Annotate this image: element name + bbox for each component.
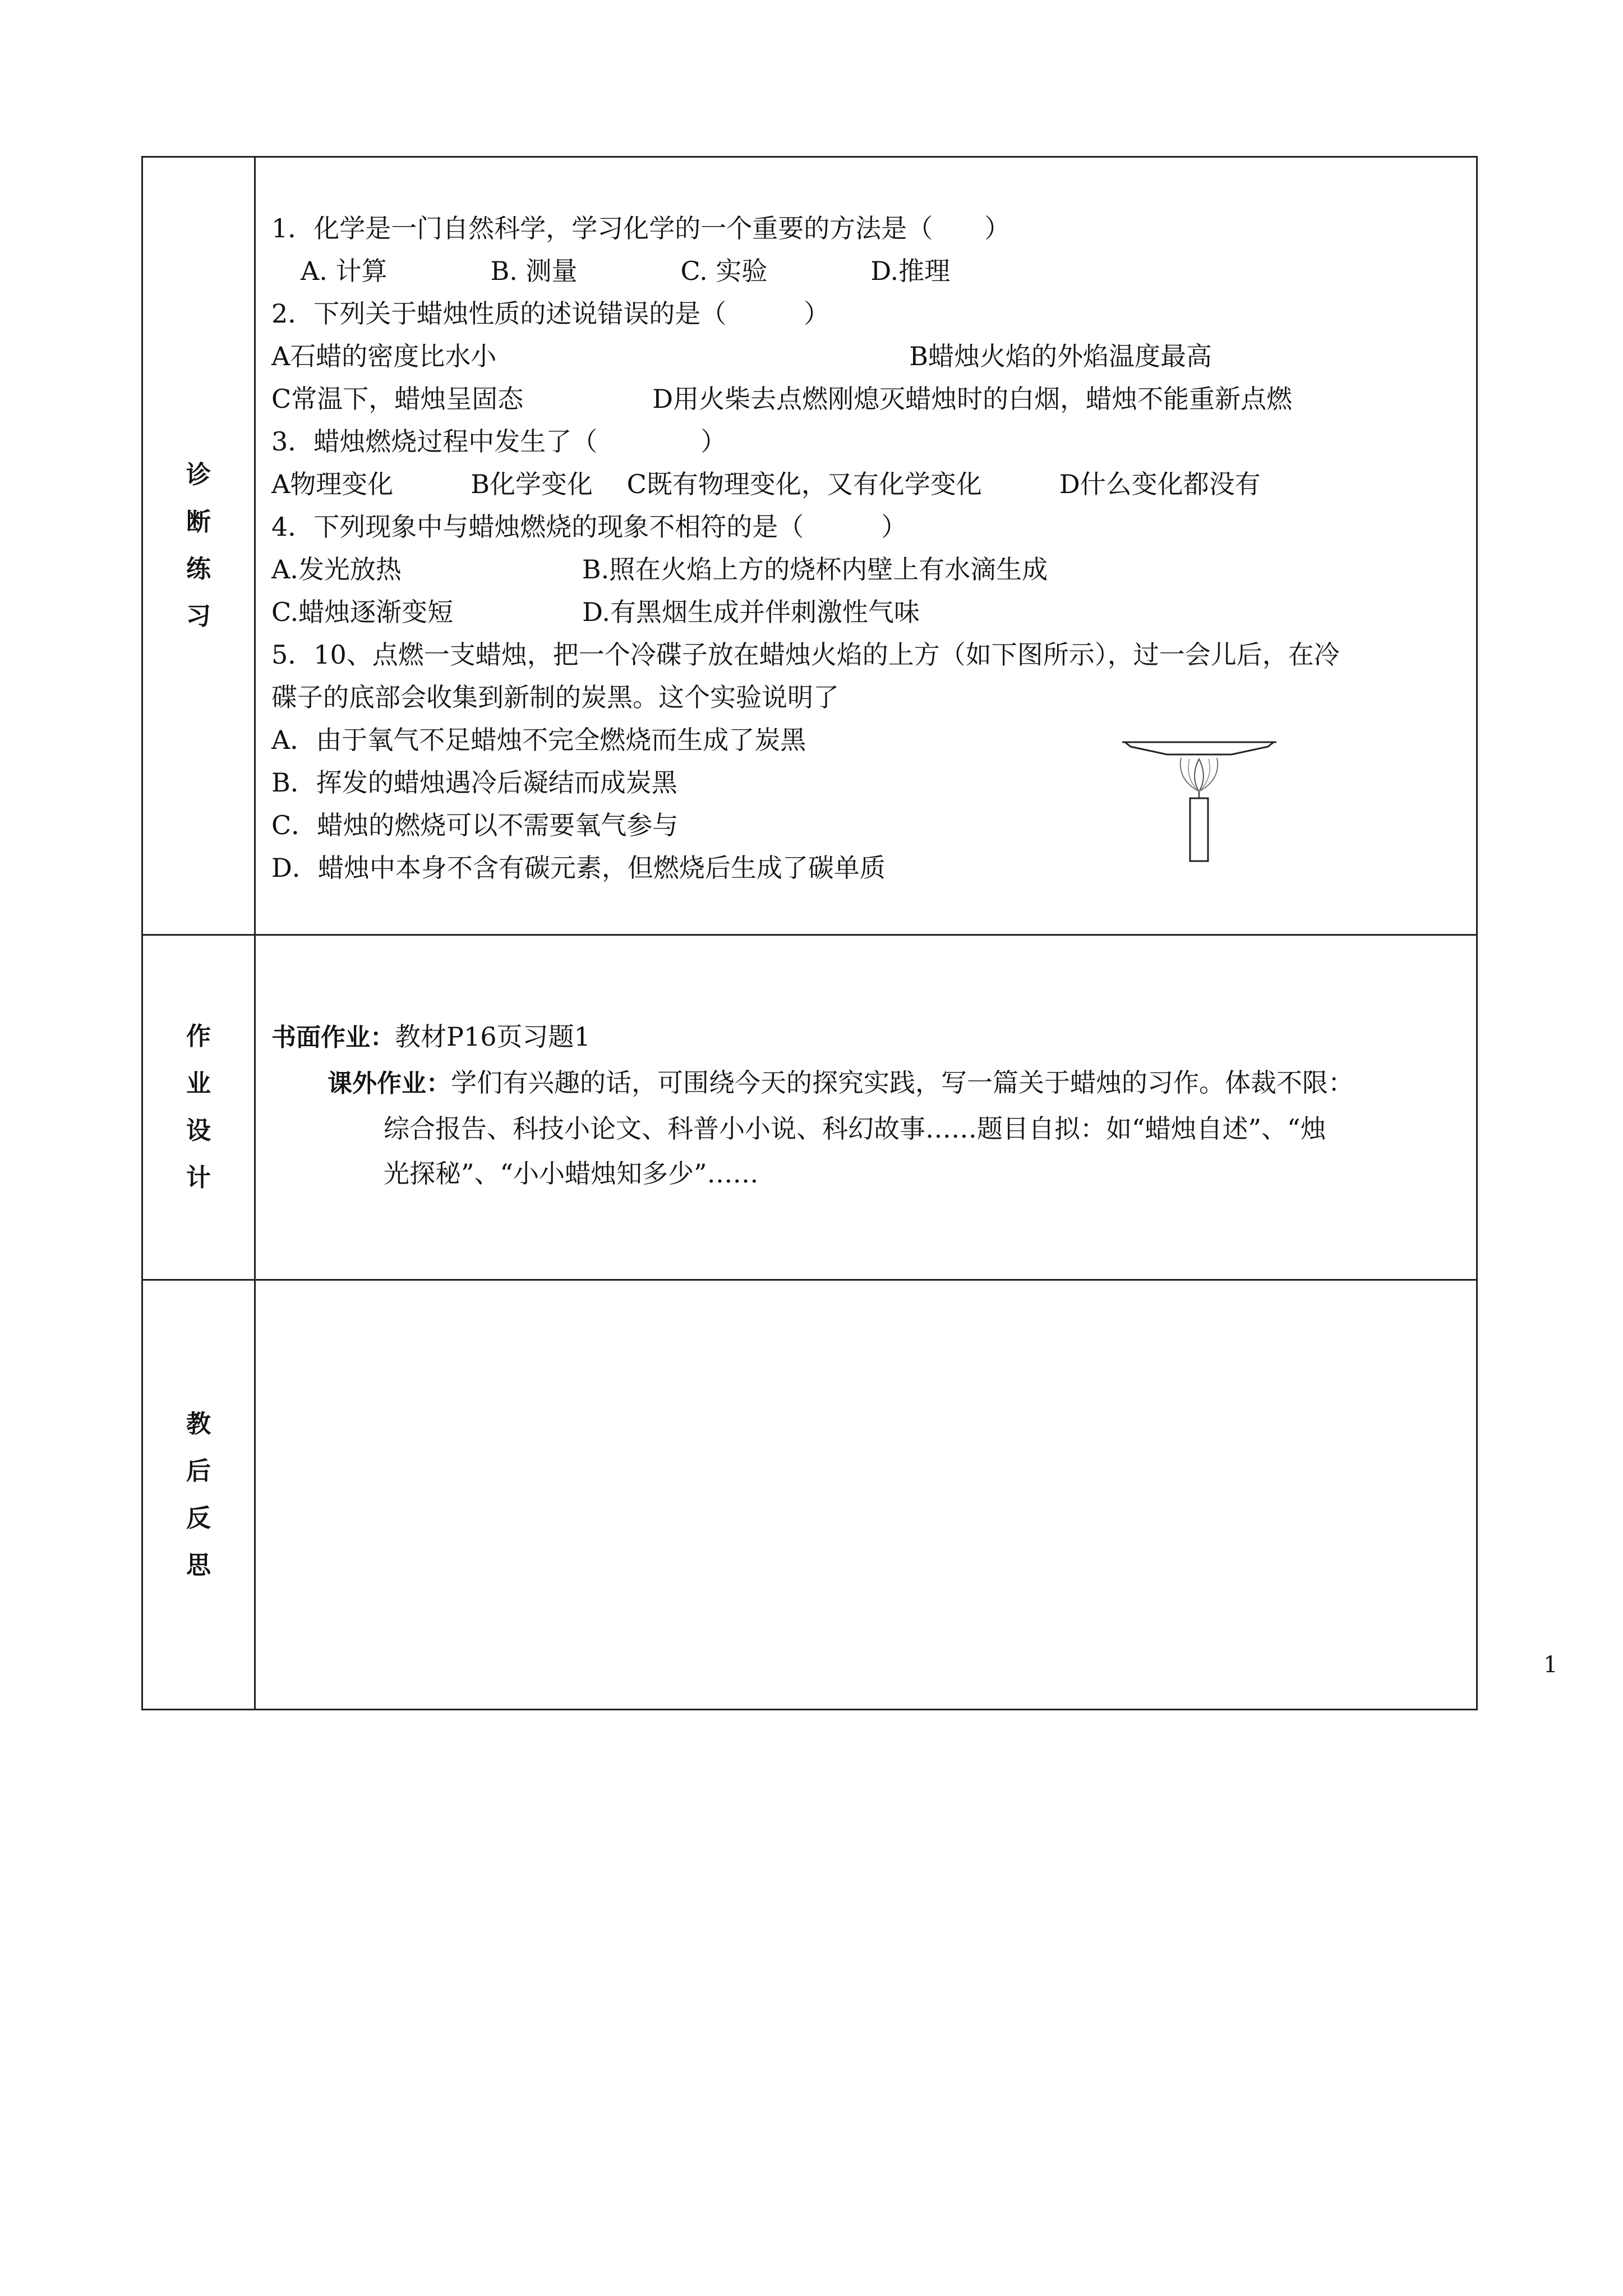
practice-content-cell [255, 157, 1477, 935]
practice-label-cell [142, 157, 255, 935]
page-number: 1 [1543, 1652, 1558, 1678]
homework-content [256, 936, 1476, 1196]
question-2-stem: 2．下列关于蜡烛性质的述说错误的是（ ） [271, 298, 830, 329]
question-3-options: A物理变化 B化学变化 C既有物理变化，又有化学变化 D什么变化都没有 [271, 469, 1261, 499]
written-homework-text: 教材P16页习题1 [395, 1022, 591, 1052]
question-5-option-c: C．蜡烛的燃烧可以不需要氧气参与 [271, 810, 679, 840]
candle-icon [1190, 792, 1208, 861]
question-4-options-ab: A.发光放热 B.照在火焰上方的烧杯内壁上有水滴生成 [271, 554, 1048, 585]
extra-homework-label: 课外作业： [328, 1069, 451, 1098]
question-4-stem: 4．下列现象中与蜡烛燃烧的现象不相符的是（ ） [271, 512, 907, 542]
lesson-table [141, 156, 1478, 1710]
written-homework-label: 书面作业： [271, 1023, 395, 1052]
question-5-stem-cont: 碟子的底部会收集到新制的炭黑。这个实验说明了 [271, 682, 839, 712]
question-2-options-cd: C常温下，蜡烛呈固态 D用火柴去点燃刚熄灭蜡烛时的白烟，蜡烛不能重新点燃 [271, 384, 1293, 414]
question-1-options: A. 计算 B. 测量 C. 实验 D.推理 [301, 256, 951, 286]
question-5-option-b: B．挥发的蜡烛遇冷后凝结而成炭黑 [271, 767, 677, 798]
extra-homework [271, 1060, 1460, 1106]
candle-plate-figure [1122, 730, 1290, 864]
extra-homework-line-2: 综合报告、科技小论文、科普小小说、科幻故事……题目自拟：如“蜡烛自述”、“烛 [384, 1114, 1326, 1144]
question-list [256, 158, 1476, 889]
extra-homework-line-3: 光探秘”、“小小蜡烛知多少”…… [384, 1158, 759, 1189]
cold-plate-icon [1122, 742, 1276, 754]
question-5-option-d: D．蜡烛中本身不含有碳元素，但燃烧后生成了碳单质 [271, 853, 886, 883]
question-2-options-ab: A石蜡的密度比水小 B蜡烛火焰的外焰温度最高 [271, 341, 1212, 371]
question-1-stem: 1．化学是一门自然科学，学习化学的一个重要的方法是（ ） [271, 213, 1011, 243]
reflection-content-cell [255, 1280, 1477, 1710]
extra-homework-text: 学们有兴趣的话，可围绕今天的探究实践，写一篇关于蜡烛的习作。体裁不限： [451, 1068, 1354, 1098]
question-4-options-cd: C.蜡烛逐渐变短 D.有黑烟生成并伴刺激性气味 [271, 597, 920, 627]
homework-content-cell [255, 935, 1477, 1280]
reflection-label: 教 后 反 思 [186, 1409, 211, 1580]
practice-label: 诊 断 练 习 [186, 461, 211, 631]
homework-label: 作 业 设 计 [186, 1022, 211, 1192]
question-5-option-a: A．由于氧气不足蜡烛不完全燃烧而生成了炭黑 [271, 725, 806, 755]
question-5-stem: 5．10、点燃一支蜡烛，把一个冷碟子放在蜡烛火焰的上方（如下图所示），过一会儿后，在冷 [271, 639, 1340, 670]
question-3-stem: 3．蜡烛燃烧过程中发生了（ ） [271, 426, 727, 457]
flame-icon [1181, 758, 1218, 792]
reflection-label-cell [142, 1280, 255, 1710]
homework-label-cell [142, 935, 255, 1280]
written-homework [271, 1014, 1460, 1060]
